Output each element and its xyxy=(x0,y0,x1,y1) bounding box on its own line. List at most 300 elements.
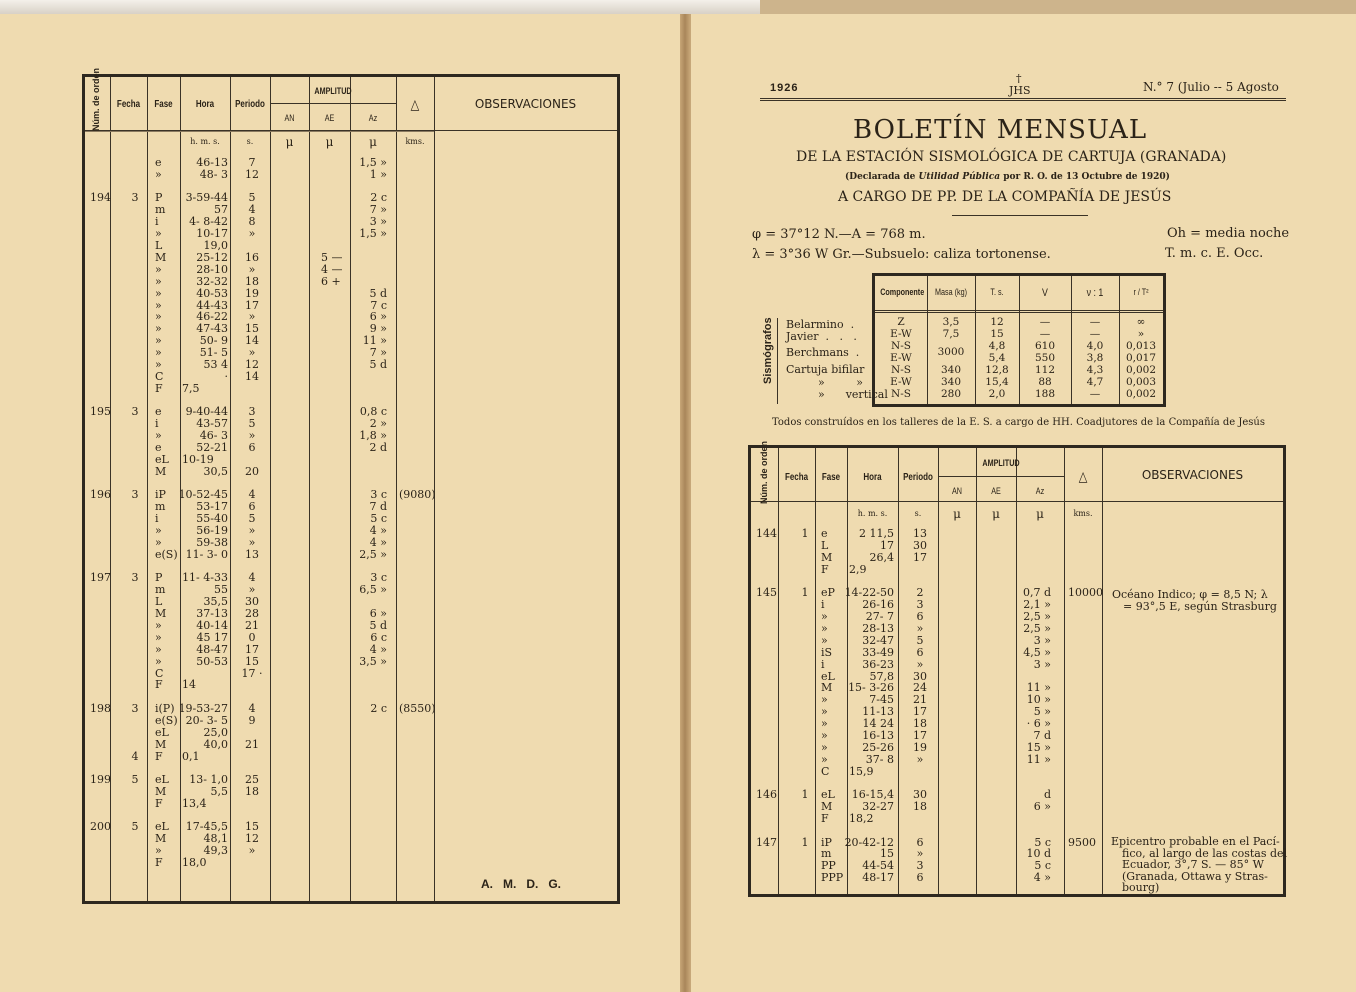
row-periodo: 18 xyxy=(913,717,927,731)
row-az: 6,5 » xyxy=(359,583,387,597)
row-periodo: 18 xyxy=(245,784,259,798)
row-hora: 16-13 xyxy=(862,729,894,742)
table-row xyxy=(85,264,615,276)
row-fase: m xyxy=(155,583,166,597)
col-periodo-header: Periodo xyxy=(235,99,265,110)
instrument-cell: — xyxy=(1039,328,1051,340)
row-fase: iS xyxy=(821,645,833,659)
row-fase: » xyxy=(821,740,828,754)
time-line-2: T. m. c. E. Occ. xyxy=(1165,246,1264,261)
row-az: 2,5 » xyxy=(1023,610,1051,623)
row-periodo: 15 xyxy=(245,322,259,336)
row-periodo: 24 xyxy=(913,681,927,695)
table-row xyxy=(85,608,615,620)
row-periodo: 2 xyxy=(916,586,924,600)
row-fase: eL xyxy=(821,669,835,683)
row-periodo: 12 xyxy=(245,167,259,181)
instrument-cell: — xyxy=(1039,316,1051,328)
row-az: 5 c xyxy=(370,512,387,526)
row-fase: F xyxy=(155,678,163,692)
row-periodo: 3 xyxy=(248,405,256,419)
row-hora: 19,0 xyxy=(203,239,228,252)
row-fase: L xyxy=(821,538,829,552)
row-hora: 48-47 xyxy=(196,642,228,656)
row-az: 3,5 » xyxy=(359,654,387,668)
bulletin-title: BOLETÍN MENSUAL xyxy=(853,115,1148,145)
table-row xyxy=(85,406,615,418)
table-row xyxy=(85,668,615,680)
row-fase: iP xyxy=(821,835,832,849)
row-hora: 46- 3 xyxy=(199,429,228,443)
row-periodo: » xyxy=(916,752,924,766)
row-hora: 26,4 xyxy=(869,550,894,564)
row-delta: (8550) xyxy=(399,701,436,715)
row-az: 11 » xyxy=(1026,681,1051,695)
r-unit-ae: μ xyxy=(992,507,1000,521)
instrument-cell: E-W xyxy=(890,376,912,388)
row-fecha: 3 xyxy=(131,701,139,715)
row-hora: 19-53-27 xyxy=(178,701,228,715)
table-row xyxy=(85,359,615,371)
row-hora: 26-16 xyxy=(862,598,894,612)
row-hora: 2 11,5 xyxy=(859,527,894,540)
row-fase: » xyxy=(155,227,162,241)
instrument-header: ν : 1 xyxy=(1086,287,1104,299)
row-periodo: 6 xyxy=(916,610,924,623)
row-hora: 53-17 xyxy=(196,500,228,514)
row-number: 145 xyxy=(756,586,777,600)
row-az: 3 » xyxy=(1033,633,1051,647)
table-row xyxy=(751,659,1281,671)
table-row xyxy=(85,371,615,383)
coords-line-2: λ = 3°36 W Gr.—Subsuelo: caliza tortonense. xyxy=(752,247,1051,262)
row-fase: F xyxy=(821,562,829,576)
row-fecha: 1 xyxy=(801,788,809,802)
instrument-cell: 12,8 xyxy=(985,364,1009,376)
instrument-cell: » xyxy=(1137,328,1145,340)
r-unit-delta: kms. xyxy=(1073,509,1093,518)
instrument-cell: N-S xyxy=(891,340,911,352)
observation-145-line: = 93°,5 E, según Strasburg xyxy=(1123,600,1277,613)
row-periodo: 3 xyxy=(916,598,924,612)
table-row xyxy=(751,552,1281,564)
row-periodo: » xyxy=(248,262,256,276)
row-hora: 44-54 xyxy=(862,859,894,873)
table-row xyxy=(751,528,1281,540)
instrument-cell: 15 xyxy=(990,328,1004,340)
unit-delta: kms. xyxy=(405,137,425,146)
table-row xyxy=(85,656,615,668)
col-amplitud-header: AMPLITUD xyxy=(314,86,352,96)
r-col-observaciones-header: OBSERVACIONES xyxy=(1141,468,1244,482)
instrument-name: » vertical xyxy=(818,388,888,401)
row-fase: eL xyxy=(821,788,835,802)
row-fase: eL xyxy=(155,452,169,466)
observation-147-line: bourg) xyxy=(1122,881,1160,894)
table-row xyxy=(751,647,1281,659)
row-fase: eP xyxy=(821,586,835,600)
row-fase: M xyxy=(155,737,167,751)
row-periodo: » xyxy=(248,227,256,241)
row-hora: 55 xyxy=(214,583,228,597)
row-number: 199 xyxy=(90,773,111,786)
row-az: 2 c xyxy=(370,191,387,205)
row-periodo: 17 xyxy=(913,705,927,719)
instrument-header: r / T² xyxy=(1133,287,1149,297)
row-hora: 10-19 xyxy=(182,452,214,466)
row-az: 2,5 » xyxy=(359,547,387,561)
row-fase: i xyxy=(155,417,159,431)
row-periodo: 25 xyxy=(245,773,259,786)
table-row xyxy=(85,857,615,869)
right-seismic-table xyxy=(748,440,1288,897)
row-hora: 11- 4-33 xyxy=(182,571,228,585)
row-fase: » xyxy=(821,633,828,647)
coords-line-1: φ = 37°12 N.—A = 768 m. xyxy=(752,227,926,242)
row-az: 1,8 » xyxy=(359,429,387,443)
table-row xyxy=(751,730,1281,742)
instrument-cell: E-W xyxy=(890,328,912,340)
r-col-az-header: Az xyxy=(1035,486,1045,496)
row-hora: 32-32 xyxy=(196,274,228,288)
table-row xyxy=(85,620,615,632)
row-hora: 18,2 xyxy=(849,812,874,825)
row-periodo: 17 xyxy=(245,298,259,312)
row-periodo: 8 xyxy=(248,215,256,229)
table-row xyxy=(85,525,615,537)
row-fase: » xyxy=(821,693,828,707)
page-gutter xyxy=(680,14,690,992)
row-fecha: 3 xyxy=(131,488,139,502)
row-hora: 3-59-44 xyxy=(185,191,228,205)
row-periodo: 6 xyxy=(248,441,256,454)
row-periodo: 28 xyxy=(245,607,259,620)
row-hora: 56-19 xyxy=(196,524,228,537)
row-hora: 36-23 xyxy=(862,657,894,671)
row-az: 6 c xyxy=(370,630,387,644)
row-hora: 57,8 xyxy=(869,669,894,683)
row-fase: m xyxy=(155,203,166,217)
row-az: 5 c xyxy=(1034,835,1051,849)
row-az: 2 c xyxy=(370,701,387,715)
scan-top-strip xyxy=(0,0,760,14)
row-number: 198 xyxy=(90,701,111,715)
row-periodo: 19 xyxy=(245,286,259,300)
row-fase: i xyxy=(155,215,159,229)
row-periodo: 12 xyxy=(245,832,259,846)
instrument-header: T. s. xyxy=(990,287,1004,297)
row-az: 5 d xyxy=(369,618,387,632)
row-hora: 37- 8 xyxy=(865,752,894,766)
row-periodo: 18 xyxy=(245,274,259,288)
r-col-ae-header: AE xyxy=(991,486,1001,496)
row-hora: 9-40-44 xyxy=(185,405,228,419)
table-row xyxy=(751,635,1281,647)
row-az: 1,5 » xyxy=(359,156,387,169)
row-fecha: 5 xyxy=(131,820,139,834)
row-fase: eL xyxy=(155,725,169,739)
row-periodo: » xyxy=(248,310,256,324)
row-fase: F xyxy=(821,812,829,825)
row-fase: M xyxy=(155,464,167,478)
row-periodo: 4 xyxy=(248,203,256,217)
row-hora: 20-42-12 xyxy=(844,835,894,849)
table-row xyxy=(751,718,1281,730)
row-fase: e xyxy=(155,405,162,419)
row-fase: » xyxy=(155,310,162,324)
row-fase: L xyxy=(155,595,163,609)
row-fecha: 4 xyxy=(131,749,139,763)
row-fase: m xyxy=(821,847,832,861)
row-periodo: 14 xyxy=(245,369,259,383)
row-az: 5 d xyxy=(369,358,387,371)
row-fase: M xyxy=(821,800,833,814)
row-hora: 14-22-50 xyxy=(844,586,894,600)
row-number: 197 xyxy=(90,571,111,585)
instrument-header: V xyxy=(1042,287,1048,299)
row-periodo: 4 xyxy=(248,488,256,502)
row-number: 195 xyxy=(90,405,111,419)
row-periodo: 21 xyxy=(245,737,259,751)
row-fase: M xyxy=(155,784,167,798)
row-periodo: 17 xyxy=(245,642,259,656)
table-row xyxy=(85,204,615,216)
row-hora: 44-43 xyxy=(196,298,228,312)
row-hora: 25-12 xyxy=(196,250,228,264)
row-fase: » xyxy=(155,429,162,443)
table-row xyxy=(85,798,615,810)
row-fase: e xyxy=(155,156,162,169)
station-subtitle: DE LA ESTACIÓN SISMOLÓGICA DE CARTUJA (GRANADA) xyxy=(796,149,1227,165)
row-number: 147 xyxy=(756,835,777,849)
row-periodo: 4 xyxy=(248,701,256,715)
table-row xyxy=(85,632,615,644)
row-periodo: 21 xyxy=(913,693,927,707)
row-periodo: 16 xyxy=(245,250,259,264)
r-unit-hora: h. m. s. xyxy=(857,509,888,518)
row-hora: 53 4 xyxy=(203,358,228,371)
instrument-cell: 340 xyxy=(940,364,962,376)
instrument-cell: 4,8 xyxy=(988,340,1006,352)
row-delta: (9080) xyxy=(399,488,436,502)
col-observaciones-header: OBSERVACIONES xyxy=(474,97,577,111)
row-fase: F xyxy=(155,856,163,869)
row-fase: » xyxy=(155,358,162,371)
row-fase: » xyxy=(155,346,162,360)
row-periodo: 30 xyxy=(913,669,927,683)
row-fase: » xyxy=(155,844,162,858)
row-hora: 11- 3- 0 xyxy=(185,547,228,561)
row-hora: 48- 3 xyxy=(199,167,228,181)
row-hora: 52-21 xyxy=(196,441,228,454)
row-periodo: 6 xyxy=(248,500,256,514)
construction-note: Todos construídos en los talleres de la E. S. a cargo de HH. Coadjutores de la Compañía de Jesús xyxy=(772,417,1265,428)
row-hora: 37-13 xyxy=(196,607,228,620)
table-row xyxy=(85,311,615,323)
row-number: 200 xyxy=(90,820,111,834)
table-row xyxy=(751,766,1281,778)
table-row xyxy=(85,252,615,264)
row-fase: M xyxy=(821,550,833,564)
table-row xyxy=(85,276,615,288)
row-hora: 14 xyxy=(182,678,196,692)
row-fase: e(S) xyxy=(155,713,178,727)
row-hora: 13,4 xyxy=(182,796,207,810)
row-hora: 0,1 xyxy=(182,749,200,763)
row-az: 4 » xyxy=(1033,871,1051,885)
row-az: 5 c xyxy=(1034,859,1051,873)
row-hora: 15- 3-26 xyxy=(848,681,894,695)
row-fase: PP xyxy=(821,859,836,873)
instrument-cell: — xyxy=(1089,388,1101,400)
row-hora: 10-52-45 xyxy=(178,488,228,502)
instrument-cell: 3,8 xyxy=(1086,352,1104,364)
row-hora: 40-53 xyxy=(196,286,228,300)
row-az: 11 » xyxy=(362,334,387,348)
row-hora: 49,3 xyxy=(203,844,228,858)
row-fase: » xyxy=(821,705,828,719)
row-fase: e xyxy=(821,527,828,540)
row-fecha: 3 xyxy=(131,571,139,585)
row-fase: M xyxy=(155,832,167,846)
instrument-cell: 4,3 xyxy=(1086,364,1104,376)
instrument-cell: 4,7 xyxy=(1086,376,1104,388)
row-fase: » xyxy=(155,654,162,668)
r-col-delta-header: △ xyxy=(1078,468,1088,484)
instrument-cell: N-S xyxy=(891,364,911,376)
row-az: 0,7 d xyxy=(1022,586,1051,600)
row-az: 1 » xyxy=(369,167,387,181)
row-hora: 40,0 xyxy=(203,737,228,751)
instrument-cell: 7,5 xyxy=(942,328,960,340)
row-fase: P xyxy=(155,191,163,205)
r-col-an-header: AN xyxy=(951,486,962,496)
row-periodo: 12 xyxy=(245,358,259,371)
row-fase: C xyxy=(155,369,164,383)
row-az: 6 » xyxy=(1033,800,1051,814)
row-periodo: 13 xyxy=(245,547,259,561)
row-delta: 9500 xyxy=(1068,835,1096,849)
row-az: 2 d xyxy=(369,441,387,454)
row-hora: 5,5 xyxy=(210,784,228,798)
row-fase: » xyxy=(155,262,162,276)
table-row xyxy=(85,739,615,751)
unit-ae: μ xyxy=(325,135,334,149)
row-periodo: » xyxy=(916,621,924,635)
row-hora: 43-57 xyxy=(196,417,228,431)
row-fase: i xyxy=(155,512,159,526)
time-line-1: Oh = media noche xyxy=(1167,226,1290,241)
row-fase: M xyxy=(155,607,167,620)
col-an-header: AN xyxy=(284,113,295,123)
instrument-cell: E-W xyxy=(890,352,912,364)
left-seismic-table xyxy=(82,67,620,904)
row-hora: 16-15,4 xyxy=(851,788,894,802)
jhs-monogram: JHS xyxy=(1009,84,1031,97)
table-row xyxy=(85,644,615,656)
col-hora-header: Hora xyxy=(195,99,215,110)
table-row xyxy=(85,216,615,228)
year-label: 1926 xyxy=(770,82,799,94)
table-row xyxy=(85,335,615,347)
instrument-cell: ∞ xyxy=(1136,316,1146,328)
row-periodo: » xyxy=(248,346,256,360)
table-row xyxy=(85,383,615,395)
row-fase: » xyxy=(821,621,828,635)
row-fase: » xyxy=(155,642,162,656)
row-hora: 46-22 xyxy=(196,310,228,324)
row-fase: PPP xyxy=(821,871,844,885)
row-fase: C xyxy=(821,764,830,778)
table-row xyxy=(85,845,615,857)
table-row xyxy=(85,288,615,300)
row-fecha: 1 xyxy=(801,527,809,540)
row-fase: » xyxy=(155,334,162,348)
table-row xyxy=(85,157,615,169)
row-az: 2,1 » xyxy=(1023,598,1051,612)
row-periodo: 21 xyxy=(245,618,259,632)
row-fase: eL xyxy=(155,820,169,834)
row-hora: 25,0 xyxy=(203,725,228,739)
instrument-cell: 5,4 xyxy=(988,352,1006,364)
instrument-cell: 4,0 xyxy=(1086,340,1104,352)
row-hora: 18,0 xyxy=(182,856,207,869)
row-az: 5 d xyxy=(369,286,387,300)
col-az-header: Az xyxy=(368,113,378,123)
row-fase: » xyxy=(155,535,162,549)
table-row xyxy=(85,679,615,691)
row-hora: 7,5 xyxy=(182,381,200,395)
row-fecha: 5 xyxy=(131,773,139,786)
row-periodo: 20 xyxy=(245,464,259,478)
table-row xyxy=(85,549,615,561)
row-periodo: 4 xyxy=(248,571,256,585)
col-fase-header: Fase xyxy=(154,99,173,110)
row-hora: 35,5 xyxy=(203,595,228,609)
row-fase: m xyxy=(155,500,166,514)
unit-az: μ xyxy=(369,135,377,149)
row-hora: 32-47 xyxy=(862,633,894,647)
instrument-cell: 0,013 xyxy=(1125,340,1157,352)
table-row xyxy=(85,786,615,798)
row-periodo: 17 xyxy=(913,729,927,742)
row-hora: 15 xyxy=(880,847,894,861)
instrument-cell: 0,002 xyxy=(1125,364,1157,376)
row-az: 4 » xyxy=(369,535,387,549)
table-row xyxy=(751,813,1281,825)
row-hora: 55-40 xyxy=(196,512,228,526)
row-periodo: 5 xyxy=(916,633,924,647)
instrument-cell: 2,0 xyxy=(988,388,1006,400)
row-periodo: 0 xyxy=(248,630,256,644)
unit-an: μ xyxy=(285,135,294,149)
row-fecha: 1 xyxy=(801,835,809,849)
row-az: d xyxy=(1043,788,1051,802)
row-hora: 20- 3- 5 xyxy=(185,713,228,727)
instrument-cell: 12 xyxy=(990,316,1004,328)
r-unit-an: μ xyxy=(953,507,961,521)
instrument-cell: 610 xyxy=(1034,340,1056,352)
row-fecha: 3 xyxy=(131,191,139,205)
row-periodo: 30 xyxy=(913,788,927,802)
row-periodo: » xyxy=(248,844,256,858)
row-az: 4 » xyxy=(369,524,387,537)
row-periodo: 6 xyxy=(916,645,924,659)
observation-147-line: Epicentro probable en el Pací- xyxy=(1111,835,1280,848)
table-row xyxy=(85,513,615,525)
row-periodo: 5 xyxy=(248,191,256,205)
row-az: 3 c xyxy=(370,488,387,502)
